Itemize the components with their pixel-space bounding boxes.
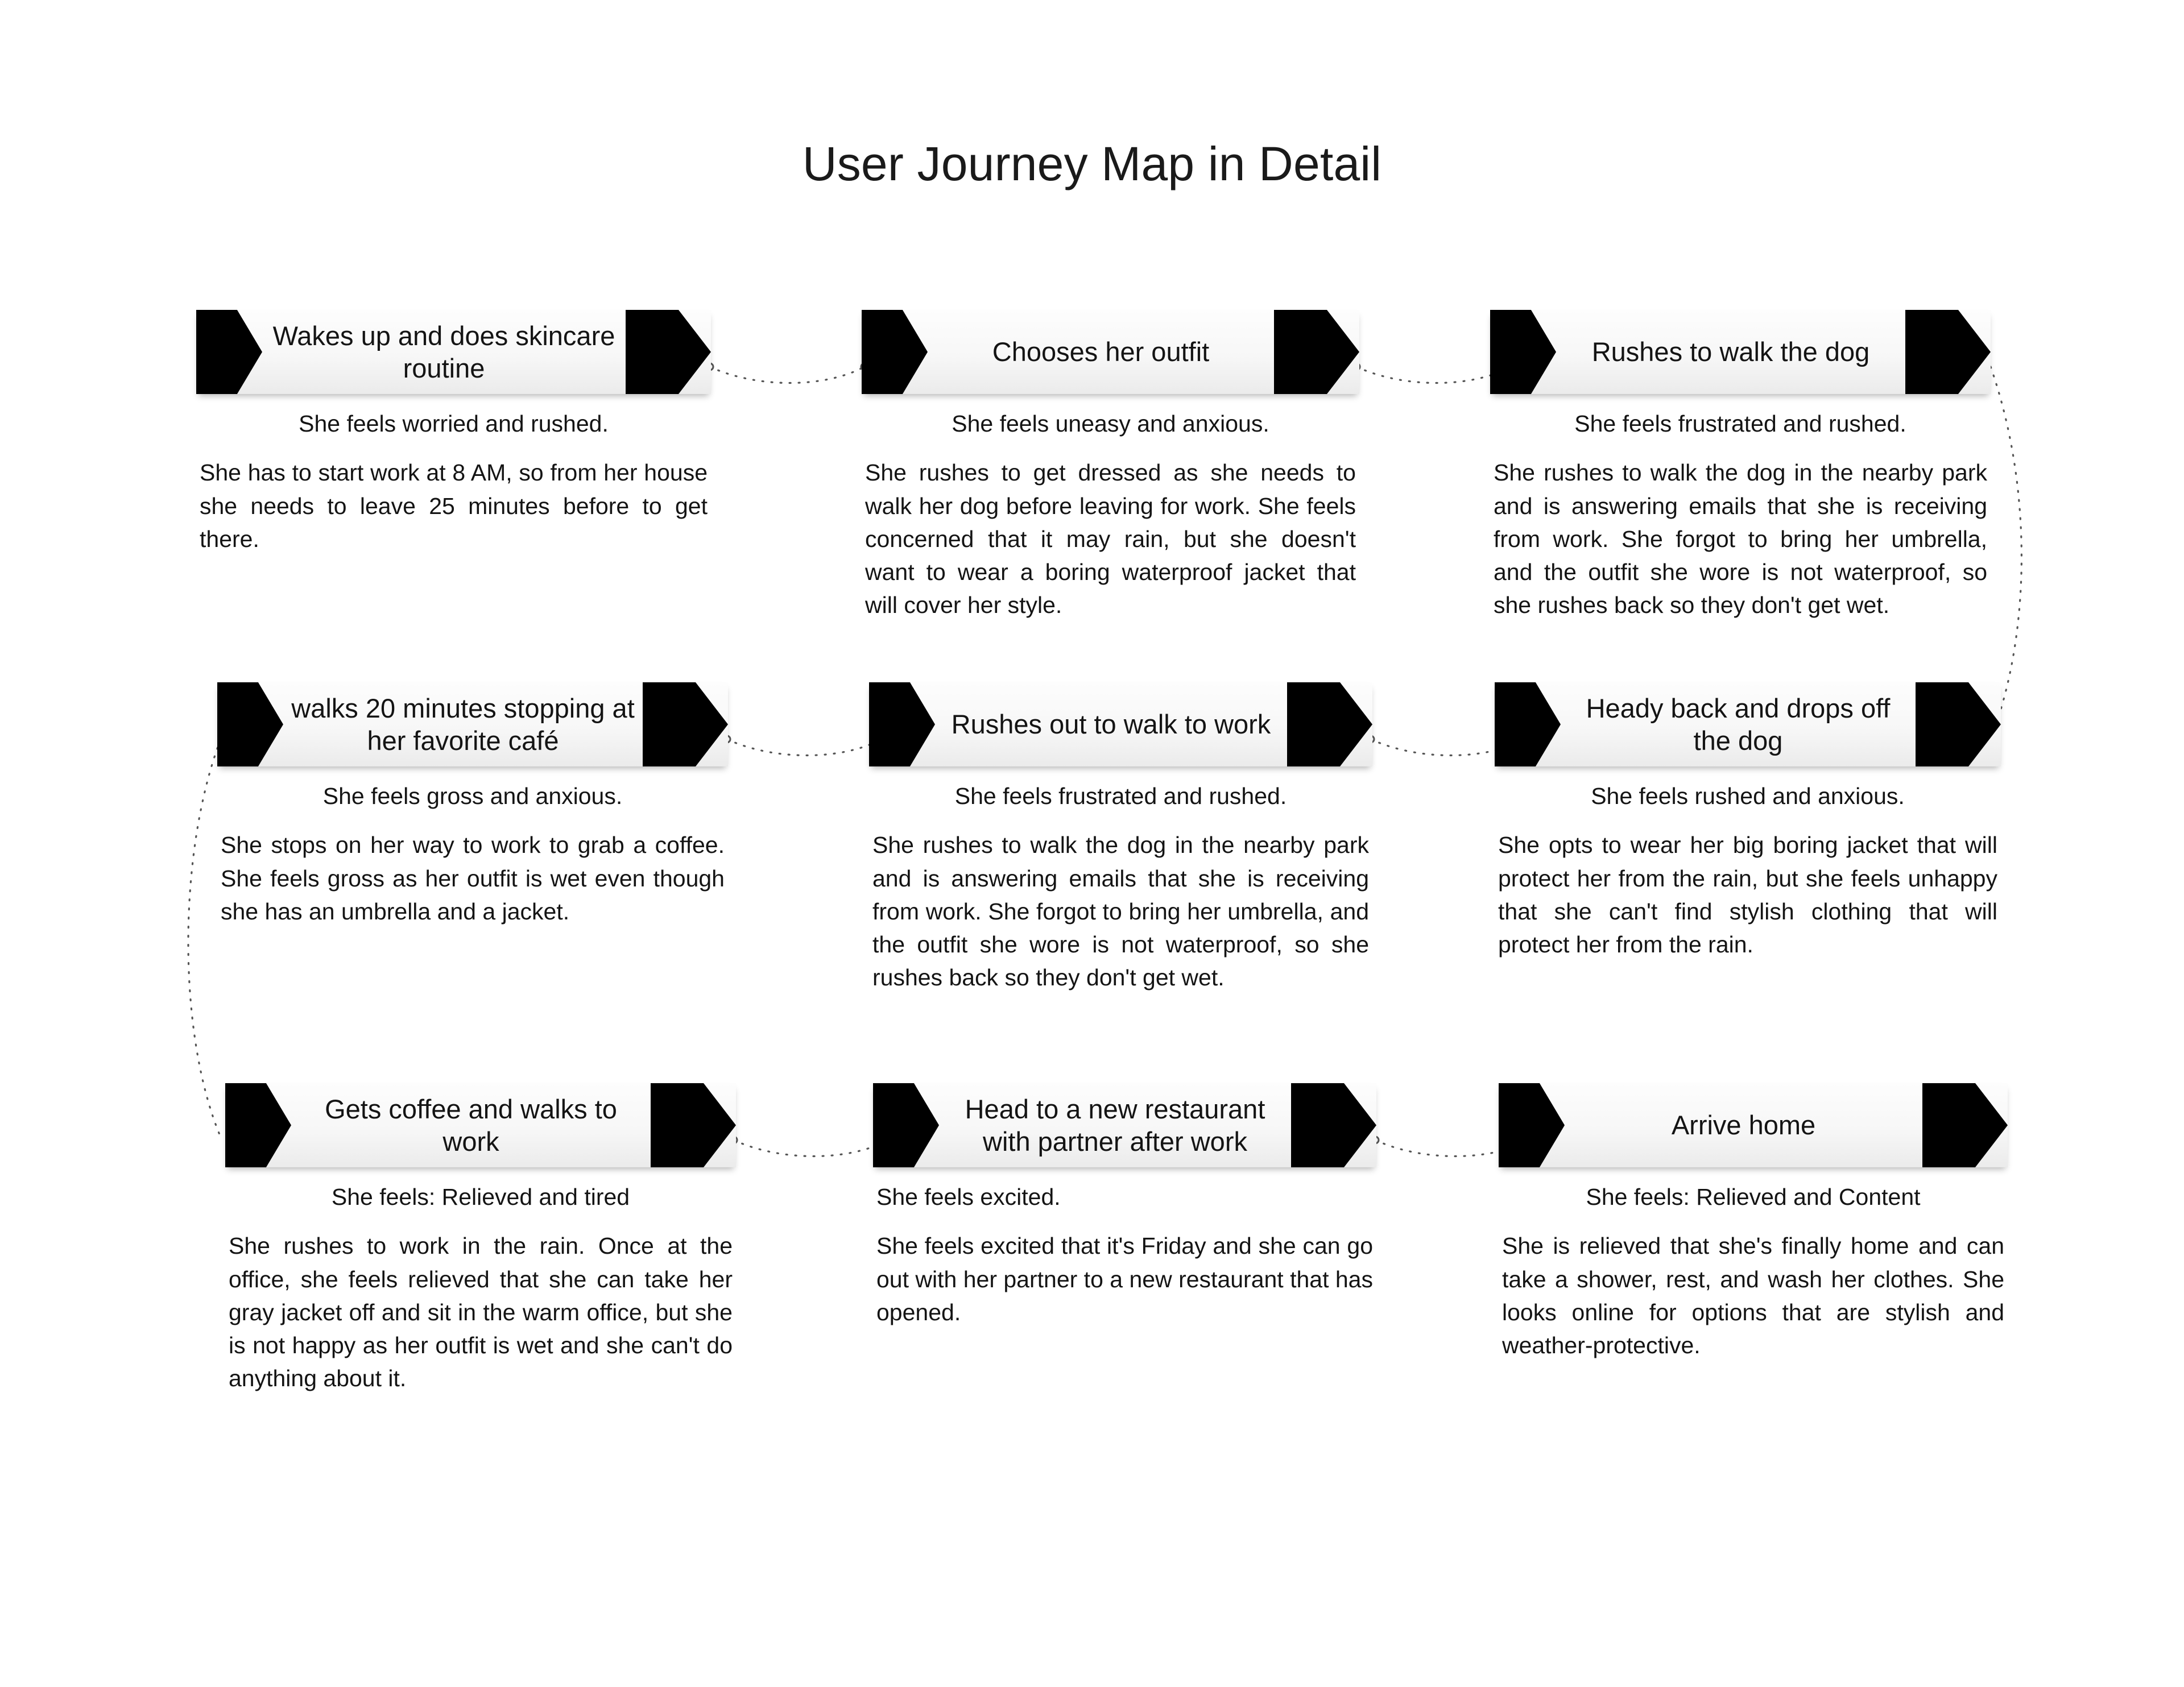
step-description: She has to start work at 8 AM, so from her house she needs to leave 25 minutes before to get there. xyxy=(200,459,708,552)
step-banner[interactable] xyxy=(225,1083,736,1167)
connector-7-8 xyxy=(734,1140,888,1157)
step-label: Wakes up and does skincare routine xyxy=(272,320,615,383)
chevron-right-icon xyxy=(1274,310,1359,394)
chevron-left-icon xyxy=(869,682,935,766)
chevron-left-icon xyxy=(1499,1083,1565,1167)
step-feeling: She feels: Relieved and Content xyxy=(1586,1184,1921,1210)
journey-step-wakes-up[interactable] xyxy=(196,310,711,556)
chevron-right-icon xyxy=(626,310,711,394)
chevron-right-icon xyxy=(1905,310,1991,394)
step-label: Arrive home xyxy=(1671,1110,1816,1141)
chevron-left-icon xyxy=(1490,310,1556,394)
chevron-right-icon xyxy=(643,682,728,766)
step-description: She rushes to work in the rain. Once at the office, she feels relieved that she can take her gray jacket off and sit in the warm office, but she is not happy as her outfit is wet and she can't do anything about it. xyxy=(229,1233,733,1392)
connector-1-2 xyxy=(710,367,864,383)
chevron-left-icon xyxy=(873,1083,939,1167)
journey-step-arrive-home[interactable] xyxy=(1499,1083,2008,1362)
connector-6-7 xyxy=(188,739,221,1137)
chevron-left-icon xyxy=(196,310,262,394)
journey-step-new-restaurant[interactable] xyxy=(873,1083,1376,1329)
chevron-left-icon xyxy=(862,310,928,394)
step-banner[interactable] xyxy=(196,310,711,394)
step-banner[interactable] xyxy=(1495,682,2001,766)
chevron-right-icon xyxy=(651,1083,736,1167)
step-feeling: She feels: Relieved and tired xyxy=(331,1184,630,1210)
chevron-left-icon xyxy=(1495,682,1561,766)
step-feeling: She feels worried and rushed. xyxy=(299,411,609,437)
connector-2-3 xyxy=(1356,367,1511,383)
chevron-right-icon xyxy=(1291,1083,1376,1167)
journey-step-walks-20-minutes[interactable] xyxy=(217,682,728,928)
step-banner[interactable] xyxy=(1499,1083,2008,1167)
step-description: She opts to wear her big boring jacket that will protect her from the rain, but she feels unhappy that she can't find stylish clothing that will protect her from the rain. xyxy=(1498,832,1997,958)
step-description: She rushes to get dressed as she needs to walk her dog before leaving for work. She feels concerned that it may rain, but she doesn't want to wear a boring waterproof jacket that will cover her style. xyxy=(865,459,1356,619)
step-label: Heady back and drops off the dog xyxy=(1586,693,1891,756)
chevron-right-icon xyxy=(1922,1083,2008,1167)
step-label: Rushes out to walk to work xyxy=(951,709,1271,740)
journey-step-chooses-outfit[interactable] xyxy=(862,310,1359,621)
page-title: User Journey Map in Detail xyxy=(802,137,1382,190)
step-description: She is relieved that she's finally home and can take a shower, rest, and wash her clothes. She looks online for options that are stylish and weather-protective. xyxy=(1502,1233,2004,1358)
step-feeling: She feels rushed and anxious. xyxy=(1591,783,1905,809)
step-banner[interactable] xyxy=(862,310,1359,394)
step-label: Rushes to walk the dog xyxy=(1591,337,1870,367)
step-feeling: She feels uneasy and anxious. xyxy=(952,411,1269,437)
journey-step-gets-coffee[interactable] xyxy=(225,1083,736,1395)
step-label: Head to a new restaurant with partner after work xyxy=(965,1093,1265,1157)
chevron-left-icon xyxy=(217,682,283,766)
step-feeling: She feels excited. xyxy=(876,1184,1061,1210)
journey-step-heady-back-drops-dog[interactable] xyxy=(1495,682,2001,961)
step-label: Chooses her outfit xyxy=(992,337,1210,367)
step-banner[interactable] xyxy=(1490,310,1991,394)
step-label: walks 20 minutes stopping at her favorite café xyxy=(291,693,635,756)
chevron-left-icon xyxy=(225,1083,291,1167)
step-banner[interactable] xyxy=(873,1083,1376,1167)
step-feeling: She feels frustrated and rushed. xyxy=(954,783,1287,809)
step-feeling: She feels frustrated and rushed. xyxy=(1574,411,1906,437)
journey-step-walk-the-dog[interactable] xyxy=(1490,310,1991,621)
step-description: She stops on her way to work to grab a coffee. She feels gross as her outfit is wet even though she has an umbrella and a jacket. xyxy=(221,832,725,925)
step-banner[interactable] xyxy=(217,682,728,766)
step-description: She feels excited that it's Friday and she can go out with her partner to a new restaurant that has opened. xyxy=(876,1233,1373,1325)
step-feeling: She feels gross and anxious. xyxy=(322,783,623,809)
step-banner[interactable] xyxy=(869,682,1372,766)
journey-step-rushes-out-to-work[interactable] xyxy=(869,682,1372,994)
step-description: She rushes to walk the dog in the nearby park and is answering emails that she is receiving from work. She forgot to bring her umbrella, and the outfit she wore is not waterproof, so she rushes back so they don't get wet. xyxy=(1494,459,1987,619)
step-label: Gets coffee and walks to work xyxy=(325,1093,617,1157)
step-description: She rushes to walk the dog in the nearby park and is answering emails that she is receiving from work. She forgot to bring her umbrella, and the outfit she wore is not waterproof, so she rushes back so they don't get wet. xyxy=(872,832,1369,991)
connector-4-5 xyxy=(727,739,882,756)
chevron-right-icon xyxy=(1287,682,1372,766)
chevron-right-icon xyxy=(1916,682,2001,766)
